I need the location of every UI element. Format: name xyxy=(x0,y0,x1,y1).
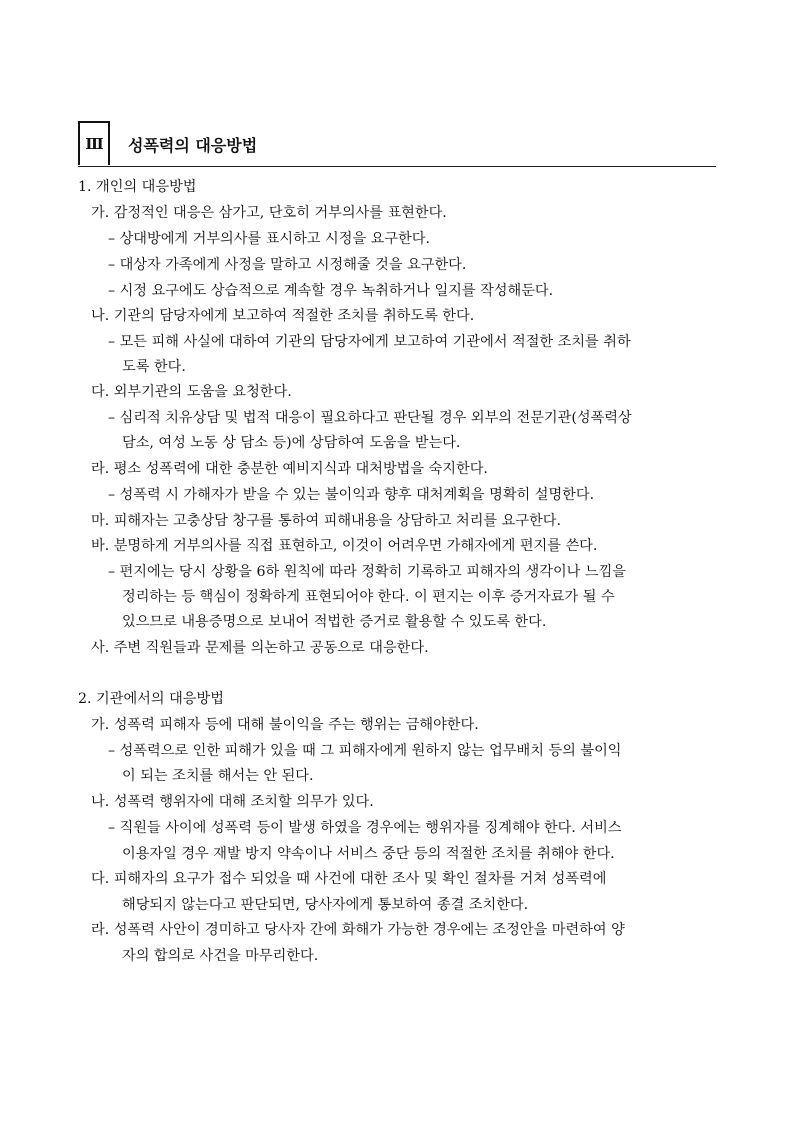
part1-da-sub1-cont: 담소, 여성 노동 상 담소 등)에 상담하여 도움을 받는다. xyxy=(122,435,461,451)
part1-da-sub1: – 심리적 치유상담 및 법적 대응이 필요하다고 판단될 경우 외부의 전문기관(성폭력상 xyxy=(108,410,632,426)
part1-item-ma: 마. 피해자는 고충상담 창구를 통하여 피해내용을 상담하고 처리를 요구한다. xyxy=(91,513,561,529)
part2-heading: 2. 기관에서의 대응방법 xyxy=(78,691,224,707)
part2-ga-sub1: – 성폭력으로 인한 피해가 있을 때 그 피해자에게 원하지 않는 업무배치 등의 불이익 xyxy=(108,743,622,759)
part2-item-da: 다. 피해자의 요구가 접수 되었을 때 사건에 대한 조사 및 확인 절차를 거쳐 성폭력에 xyxy=(91,871,607,887)
part2-item-ra: 라. 성폭력 사안이 경미하고 당사자 간에 화해가 가능한 경우에는 조정안을 마련하여 양 xyxy=(91,922,625,938)
part1-item-ba: 바. 분명하게 거부의사를 직접 표현하고, 이것이 어려우면 가해자에게 편지를 쓴다. xyxy=(91,538,598,554)
part2-ga-sub1-cont: 이 되는 조치를 해서는 안 된다. xyxy=(122,768,314,784)
part1-item-sa: 사. 주변 직원들과 문제를 의논하고 공동으로 대응한다. xyxy=(91,640,429,656)
section-number-box: Ⅲ xyxy=(78,121,110,165)
part1-na-sub1: – 모든 피해 사실에 대하여 기관의 담당자에게 보고하여 기관에서 적절한 조치를 취하 xyxy=(108,334,631,350)
part2-item-ga: 가. 성폭력 피해자 등에 대해 불이익을 주는 행위는 금해야한다. xyxy=(91,717,479,733)
part1-item-da: 다. 외부기관의 도움을 요청한다. xyxy=(91,384,292,400)
part1-item-na: 나. 기관의 담당자에게 보고하여 적절한 조치를 취하도록 한다. xyxy=(91,308,475,324)
part1-ga-sub1: – 상대방에게 거부의사를 표시하고 시정을 요구한다. xyxy=(108,231,430,247)
part2-na-sub1: – 직원들 사이에 성폭력 등이 발생 하였을 경우에는 행위자를 징계해야 한다. 서비스 xyxy=(108,820,622,836)
section-header xyxy=(78,121,716,167)
part1-ga-sub3: – 시정 요구에도 상습적으로 계속할 경우 녹취하거나 일지를 작성해둔다. xyxy=(108,283,554,299)
part1-ba-sub1-cont2: 있으므로 내용증명으로 보내어 적법한 증거로 활용할 수 있도록 한다. xyxy=(122,614,547,630)
part1-ga-sub2: – 대상자 가족에게 사정을 말하고 시정해줄 것을 요구한다. xyxy=(108,257,467,273)
part2-item-da-cont: 해당되지 않는다고 판단되면, 당사자에게 통보하여 종결 조치한다. xyxy=(122,897,529,913)
part1-na-sub1-cont: 도록 한다. xyxy=(122,359,186,375)
section-title: 성폭력의 대응방법 xyxy=(128,136,258,155)
part1-ra-sub1: – 성폭력 시 가해자가 받을 수 있는 불이익과 향후 대처계획을 명확히 설명한다. xyxy=(108,487,595,503)
part1-heading: 1. 개인의 대응방법 xyxy=(78,179,197,195)
part2-na-sub1-cont: 이용자일 경우 재발 방지 약속이나 서비스 중단 등의 적절한 조치를 취해야 한다. xyxy=(122,846,615,862)
part1-ba-sub1-cont1: 정리하는 등 핵심이 정확하게 표현되어야 한다. 이 편지는 이후 증거자료가 될 수 xyxy=(122,589,615,605)
part1-ba-sub1: – 편지에는 당시 상황을 6하 원칙에 따라 정확히 기록하고 피해자의 생각이나 느낌을 xyxy=(108,564,626,580)
part1-item-ra: 라. 평소 성폭력에 대한 충분한 예비지식과 대처방법을 숙지한다. xyxy=(91,461,488,477)
part1-item-ga: 가. 감정적인 대응은 삼가고, 단호히 거부의사를 표현한다. xyxy=(91,205,447,221)
part2-item-na: 나. 성폭력 행위자에 대해 조치할 의무가 있다. xyxy=(91,794,374,810)
part2-item-ra-cont: 자의 합의로 사건을 마무리한다. xyxy=(122,948,319,964)
